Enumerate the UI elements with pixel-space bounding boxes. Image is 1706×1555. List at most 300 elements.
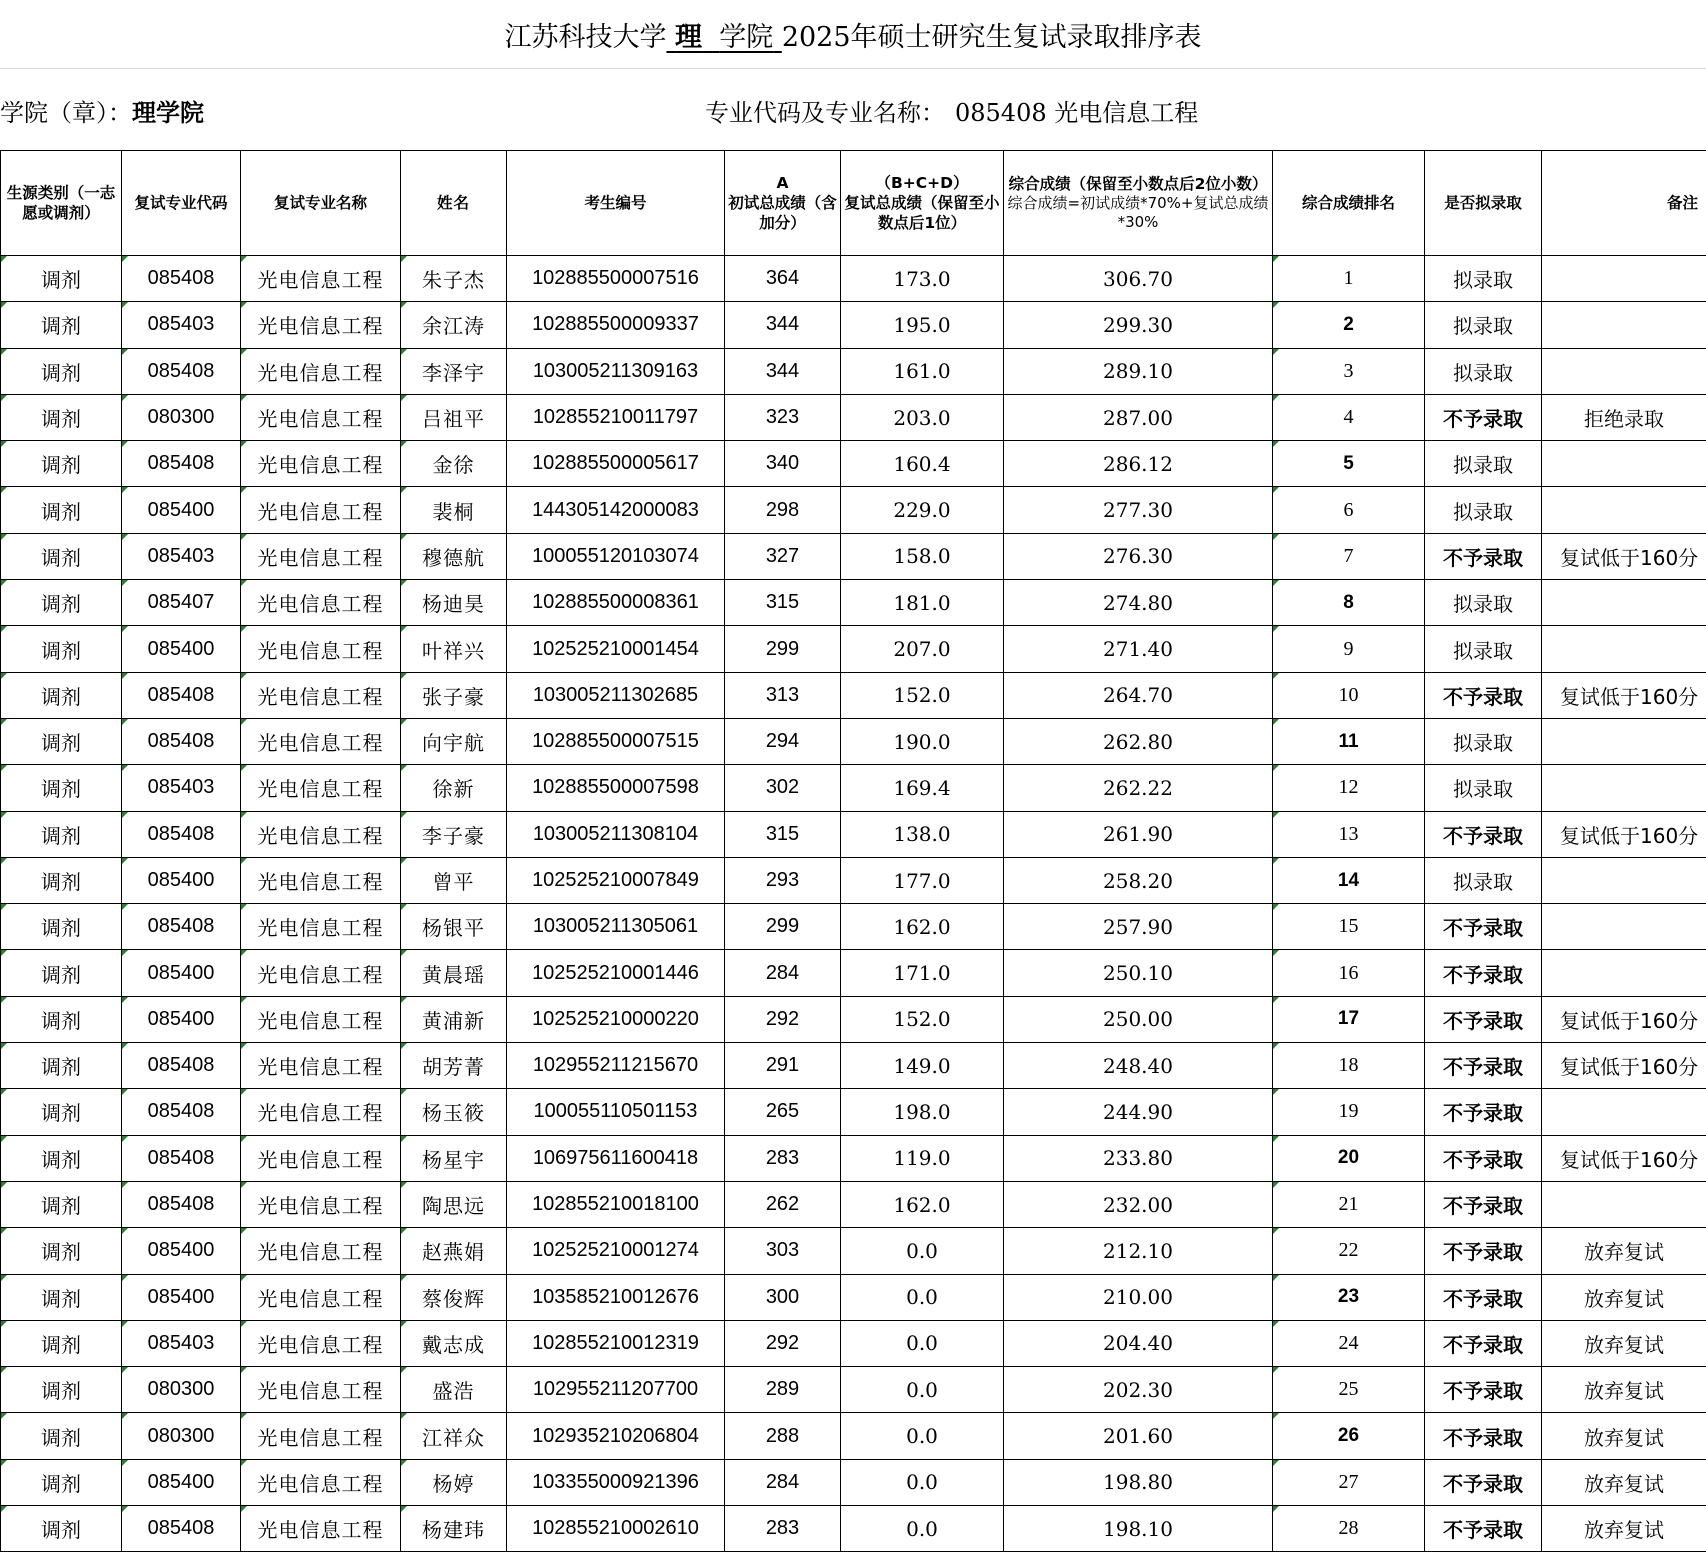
cell-name: [401, 718, 507, 764]
cell-code-text: 080300: [147, 1378, 215, 1401]
cell-marker: [401, 534, 407, 540]
cell-marker: [1273, 1506, 1279, 1512]
cell-marker: [1, 626, 7, 632]
header-initial-score-text: 初试总成绩（含加分）: [728, 194, 837, 232]
cell-marker: [241, 580, 247, 586]
cell-marker: [1, 1136, 7, 1142]
header-initial-score: [725, 151, 841, 256]
cell-note: [1542, 765, 1706, 811]
cell-init: [725, 1413, 841, 1459]
cell-id-text: 103005211308104: [532, 822, 699, 845]
cell-note: [1542, 580, 1706, 626]
cell-marker: [1, 580, 7, 586]
cell-marker: [1273, 1275, 1279, 1281]
cell-comp: [1004, 1089, 1273, 1135]
cell-re: [841, 1228, 1004, 1274]
cell-marker: [401, 1321, 407, 1327]
cell-marker: [1, 349, 7, 355]
cell-re-text: 152.0: [893, 1007, 951, 1032]
cell-re: [841, 950, 1004, 996]
cell-rank-text: 27: [1338, 1470, 1359, 1493]
cell-marker: [1, 1275, 7, 1281]
cell-name: [401, 487, 507, 533]
cell-re-text: 173.0: [893, 266, 951, 291]
cell-admit-text: 不予录取: [1443, 1379, 1523, 1404]
cell-kind-text: 调剂: [41, 407, 81, 432]
cell-rank: [1273, 394, 1425, 440]
major-label: 专业代码及专业名称：: [705, 98, 945, 127]
cell-name-text: 江祥众: [422, 1425, 485, 1450]
cell-note: [1542, 394, 1706, 440]
cell-marker: [401, 626, 407, 632]
cell-marker: [1273, 349, 1279, 355]
cell-id: [507, 996, 725, 1042]
table-row: [1, 1413, 1706, 1459]
cell-marker: [1, 673, 7, 679]
cell-name-text: 吕祖平: [422, 407, 485, 432]
cell-name: [401, 394, 507, 440]
cell-rank-text: 8: [1343, 591, 1354, 613]
table-row: [1, 718, 1706, 764]
cell-marker: [1273, 719, 1279, 725]
cell-re-text: 0.0: [906, 1285, 938, 1310]
cell-marker: [1, 1043, 7, 1049]
cell-admit-text: 拟录取: [1453, 453, 1513, 478]
cell-rank-text: 19: [1338, 1100, 1359, 1123]
cell-code: [122, 904, 241, 950]
cell-code: [122, 1459, 241, 1505]
cell-init-text: 289: [765, 1378, 800, 1401]
cell-kind-text: 调剂: [41, 638, 81, 663]
cell-code: [122, 348, 241, 394]
cell-name: [401, 1089, 507, 1135]
cell-marker: [1273, 997, 1279, 1003]
cell-admit: [1425, 1135, 1542, 1181]
cell-name-text: 杨婷: [432, 1471, 475, 1496]
cell-name-text: 曾平: [432, 870, 475, 894]
cell-init: [725, 580, 841, 626]
cell-marker: [401, 1506, 407, 1512]
cell-name-text: 蔡俊辉: [422, 1286, 485, 1311]
cell-note-text: 复试低于160分: [1560, 1055, 1699, 1080]
cell-kind-text: 调剂: [41, 962, 81, 987]
cell-marker: [241, 1506, 247, 1512]
cell-marker: [1, 534, 7, 540]
cell-kind-text: 调剂: [41, 1332, 81, 1357]
cell-marker: [1273, 534, 1279, 540]
title-college-blank: [666, 15, 781, 54]
cell-re: [841, 533, 1004, 579]
cell-id: [507, 1459, 725, 1505]
cell-note-text: 复试低于160分: [1560, 1147, 1699, 1172]
cell-marker: [122, 904, 128, 910]
cell-admit-text: 不予录取: [1443, 1518, 1523, 1543]
cell-comp-text: 287.00: [1103, 405, 1173, 430]
cell-admit-text: 拟录取: [1453, 592, 1513, 617]
cell-id: [507, 857, 725, 903]
cell-id-text: 103005211302685: [532, 683, 699, 706]
cell-init: [725, 1459, 841, 1505]
cell-name: [401, 765, 507, 811]
cell-id: [507, 1413, 725, 1459]
cell-note-text: 放弃复试: [1584, 1286, 1664, 1311]
cell-note: [1542, 487, 1706, 533]
cell-kind: [1, 811, 122, 857]
cell-kind: [1, 487, 122, 533]
cell-code-text: 085403: [147, 1331, 215, 1354]
header-row: [1, 151, 1706, 256]
cell-rank-text: 24: [1338, 1331, 1359, 1354]
cell-code: [122, 1135, 241, 1181]
cell-kind: [1, 672, 122, 718]
cell-admit-text: 拟录取: [1453, 360, 1513, 385]
cell-re-text: 190.0: [893, 729, 951, 754]
cell-marker: [1, 1321, 7, 1327]
cell-re-text: 181.0: [893, 590, 951, 615]
cell-comp-text: 204.40: [1103, 1331, 1173, 1356]
cell-id: [507, 1274, 725, 1320]
cell-code-text: 085408: [147, 1146, 215, 1169]
cell-name-text: 裴桐: [432, 499, 475, 524]
cell-code: [122, 765, 241, 811]
cell-re: [841, 1413, 1004, 1459]
cell-init: [725, 811, 841, 857]
cell-major: [241, 1089, 401, 1135]
table-row: [1, 1320, 1706, 1366]
cell-code-text: 085408: [147, 822, 215, 845]
cell-init-text: 294: [765, 730, 800, 753]
cell-comp: [1004, 1274, 1273, 1320]
cell-admit-text: 拟录取: [1453, 638, 1513, 663]
cell-rank: [1273, 302, 1425, 348]
cell-init: [725, 1181, 841, 1227]
cell-re: [841, 765, 1004, 811]
cell-major: [241, 580, 401, 626]
cell-re: [841, 1506, 1004, 1552]
cell-id: [507, 1506, 725, 1552]
cell-re: [841, 672, 1004, 718]
cell-rank: [1273, 1089, 1425, 1135]
cell-admit-text: 不予录取: [1443, 1471, 1523, 1496]
cell-code-text: 085408: [147, 1054, 215, 1077]
cell-re-text: 169.4: [893, 775, 951, 800]
cell-kind-text: 调剂: [41, 314, 81, 339]
cell-major: [241, 441, 401, 487]
cell-kind: [1, 950, 122, 996]
cell-id: [507, 487, 725, 533]
cell-kind: [1, 1459, 122, 1505]
cell-kind: [1, 533, 122, 579]
cell-rank-text: 7: [1343, 544, 1354, 567]
cell-id-text: 102525210001274: [532, 1239, 699, 1262]
table-row: [1, 1043, 1706, 1089]
cell-note: [1542, 1181, 1706, 1227]
cell-marker: [401, 1182, 407, 1188]
cell-marker: [401, 1089, 407, 1095]
cell-marker: [241, 1413, 247, 1419]
cell-admit: [1425, 1506, 1542, 1552]
cell-marker: [241, 441, 247, 447]
cell-marker: [1, 487, 7, 493]
header-major: 复试专业名称: [241, 151, 401, 256]
table-row: [1, 1274, 1706, 1320]
cell-marker: [1, 950, 7, 956]
cell-kind: [1, 256, 122, 302]
cell-name: [401, 580, 507, 626]
table-row: [1, 996, 1706, 1042]
table-row: [1, 1135, 1706, 1181]
cell-comp-text: 277.30: [1103, 498, 1173, 523]
cell-re-text: 0.0: [906, 1331, 938, 1356]
cell-code-text: 085407: [147, 591, 215, 614]
cell-admit: [1425, 348, 1542, 394]
cell-name-text: 李子豪: [422, 823, 485, 848]
cell-kind-text: 调剂: [41, 360, 81, 385]
cell-comp: [1004, 302, 1273, 348]
cell-note-text: 放弃复试: [1584, 1240, 1664, 1265]
cell-note-text: 放弃复试: [1584, 1471, 1664, 1496]
cell-note: [1542, 1043, 1706, 1089]
cell-marker: [401, 1460, 407, 1466]
cell-kind-text: 调剂: [41, 731, 81, 756]
cell-name-text: 赵燕娟: [422, 1240, 485, 1265]
cell-kind-text: 调剂: [41, 684, 81, 709]
cell-marker: [401, 1228, 407, 1234]
cell-re: [841, 626, 1004, 672]
cell-name: [401, 1459, 507, 1505]
cell-marker: [401, 1136, 407, 1142]
cell-major: [241, 718, 401, 764]
cell-admit: [1425, 441, 1542, 487]
cell-major-text: 光电信息工程: [257, 638, 384, 663]
cell-rank-text: 3: [1343, 359, 1354, 382]
cell-init-text: 302: [765, 776, 800, 799]
cell-kind-text: 调剂: [41, 1286, 81, 1311]
cell-re-text: 152.0: [893, 683, 951, 708]
college-label: 学院（章）：: [0, 98, 132, 127]
cell-marker: [241, 719, 247, 725]
table-row: [1, 950, 1706, 996]
cell-id: [507, 348, 725, 394]
cell-rank-text: 16: [1338, 961, 1359, 984]
cell-re: [841, 904, 1004, 950]
cell-re: [841, 1135, 1004, 1181]
cell-marker: [1, 395, 7, 401]
cell-note-text: 放弃复试: [1584, 1425, 1664, 1450]
cell-comp: [1004, 1459, 1273, 1505]
header-composite-score: [1004, 151, 1273, 256]
cell-code-text: 085400: [147, 1007, 215, 1030]
cell-init-text: 364: [765, 267, 800, 290]
cell-marker: [122, 673, 128, 679]
cell-note-text: 复试低于160分: [1560, 823, 1699, 848]
cell-rank-text: 12: [1338, 776, 1359, 799]
cell-re-text: 0.0: [906, 1470, 938, 1495]
cell-init: [725, 487, 841, 533]
cell-comp-text: 258.20: [1103, 868, 1173, 893]
cell-id-text: 102955211207700: [532, 1378, 699, 1401]
cell-marker: [241, 1367, 247, 1373]
cell-major-text: 光电信息工程: [257, 1425, 384, 1450]
cell-admit: [1425, 811, 1542, 857]
cell-rank: [1273, 1413, 1425, 1459]
cell-rank: [1273, 950, 1425, 996]
cell-note-text: 复试低于160分: [1560, 1008, 1699, 1033]
cell-kind: [1, 996, 122, 1042]
major-value: 085408 光电信息工程: [955, 98, 1199, 127]
cell-kind-text: 调剂: [41, 1101, 81, 1126]
cell-re-text: 0.0: [906, 1238, 938, 1263]
cell-kind: [1, 718, 122, 764]
cell-rank: [1273, 441, 1425, 487]
cell-marker: [401, 673, 407, 679]
cell-comp: [1004, 1181, 1273, 1227]
cell-major: [241, 487, 401, 533]
cell-comp: [1004, 348, 1273, 394]
cell-marker: [122, 1136, 128, 1142]
cell-init-text: 315: [765, 822, 800, 845]
cell-init: [725, 1043, 841, 1089]
cell-init: [725, 1367, 841, 1413]
cell-id: [507, 718, 725, 764]
cell-major-text: 光电信息工程: [257, 407, 384, 432]
table-row: [1, 302, 1706, 348]
cell-init-text: 284: [765, 961, 800, 984]
cell-marker: [401, 256, 407, 262]
cell-rank: [1273, 1181, 1425, 1227]
cell-admit: [1425, 718, 1542, 764]
cell-admit: [1425, 1228, 1542, 1274]
cell-marker: [241, 1089, 247, 1095]
cell-note: [1542, 996, 1706, 1042]
cell-comp-text: 257.90: [1103, 914, 1173, 939]
cell-major-text: 光电信息工程: [257, 1379, 384, 1404]
cell-name-text: 戴志成: [422, 1332, 485, 1357]
cell-marker: [122, 534, 128, 540]
cell-marker: [122, 487, 128, 493]
cell-admit-text: 拟录取: [1453, 870, 1513, 894]
cell-name: [401, 256, 507, 302]
cell-code: [122, 1089, 241, 1135]
title-rest: 2025年硕士研究生复试录取排序表: [781, 21, 1202, 53]
cell-comp-text: 244.90: [1103, 1099, 1173, 1124]
cell-comp: [1004, 1320, 1273, 1366]
cell-code: [122, 580, 241, 626]
cell-kind-text: 调剂: [41, 1008, 81, 1033]
cell-major-text: 光电信息工程: [257, 545, 384, 570]
cell-major-text: 光电信息工程: [257, 592, 384, 617]
cell-re-text: 195.0: [893, 312, 951, 337]
cell-kind-text: 调剂: [41, 823, 81, 848]
cell-id-text: 106975611600418: [532, 1146, 699, 1169]
cell-admit-text: 不予录取: [1443, 823, 1523, 848]
cell-name: [401, 1274, 507, 1320]
cell-name-text: 穆德航: [422, 545, 485, 570]
cell-comp: [1004, 580, 1273, 626]
cell-re: [841, 441, 1004, 487]
cell-major: [241, 1228, 401, 1274]
cell-admit-text: 拟录取: [1453, 499, 1513, 524]
cell-name-text: 余江涛: [422, 314, 485, 339]
cell-marker: [241, 812, 247, 818]
cell-kind: [1, 1089, 122, 1135]
cell-id-text: 102855210011797: [532, 406, 699, 429]
header-retest-score-text: 复试总成绩（保留至小数点后1位）: [844, 194, 1000, 232]
cell-id: [507, 441, 725, 487]
cell-code-text: 085408: [147, 452, 215, 475]
cell-major: [241, 1459, 401, 1505]
table-row: [1, 857, 1706, 903]
cell-marker: [241, 302, 247, 308]
cell-init: [725, 765, 841, 811]
cell-code-text: 085408: [147, 730, 215, 753]
cell-name-text: 杨玉筱: [422, 1101, 485, 1126]
cell-rank: [1273, 904, 1425, 950]
cell-major: [241, 857, 401, 903]
cell-code: [122, 441, 241, 487]
cell-code: [122, 1320, 241, 1366]
cell-name-text: 胡芳菁: [422, 1055, 485, 1080]
cell-init: [725, 348, 841, 394]
cell-comp-text: 202.30: [1103, 1377, 1173, 1402]
cell-rank: [1273, 533, 1425, 579]
table-row: [1, 533, 1706, 579]
cell-major-text: 光电信息工程: [257, 1286, 384, 1311]
cell-rank: [1273, 765, 1425, 811]
cell-major: [241, 996, 401, 1042]
cell-init: [725, 1135, 841, 1181]
cell-init-text: 303: [765, 1239, 800, 1262]
cell-init-text: 265: [765, 1100, 800, 1123]
cell-id: [507, 1043, 725, 1089]
cell-re: [841, 1274, 1004, 1320]
cell-comp: [1004, 441, 1273, 487]
cell-marker: [122, 256, 128, 262]
cell-marker: [1273, 765, 1279, 771]
cell-marker: [122, 1043, 128, 1049]
cell-marker: [1, 997, 7, 1003]
ranking-table: [0, 150, 1706, 1552]
cell-name-text: 杨银平: [422, 916, 485, 941]
cell-re-text: 207.0: [893, 637, 951, 662]
cell-rank: [1273, 1459, 1425, 1505]
cell-note-text: 复试低于160分: [1560, 684, 1699, 709]
cell-kind-text: 调剂: [41, 1147, 81, 1172]
cell-marker: [1273, 1136, 1279, 1142]
cell-name-text: 朱子杰: [422, 268, 485, 293]
cell-admit-text: 不予录取: [1443, 1055, 1523, 1080]
cell-kind: [1, 1135, 122, 1181]
cell-note-text: 放弃复试: [1584, 1518, 1664, 1543]
cell-name-text: 张子豪: [422, 684, 485, 709]
table-row: [1, 348, 1706, 394]
cell-marker: [122, 765, 128, 771]
cell-admit: [1425, 1459, 1542, 1505]
cell-major-text: 光电信息工程: [257, 916, 384, 941]
cell-comp: [1004, 1135, 1273, 1181]
cell-marker: [1273, 1321, 1279, 1327]
cell-marker: [122, 1460, 128, 1466]
cell-code: [122, 857, 241, 903]
cell-re-text: 119.0: [893, 1146, 951, 1171]
cell-id: [507, 1367, 725, 1413]
cell-code: [122, 1274, 241, 1320]
cell-kind-text: 调剂: [41, 1518, 81, 1543]
cell-comp-text: 248.40: [1103, 1053, 1173, 1078]
cell-comp: [1004, 811, 1273, 857]
cell-kind: [1, 302, 122, 348]
cell-marker: [1273, 1413, 1279, 1419]
